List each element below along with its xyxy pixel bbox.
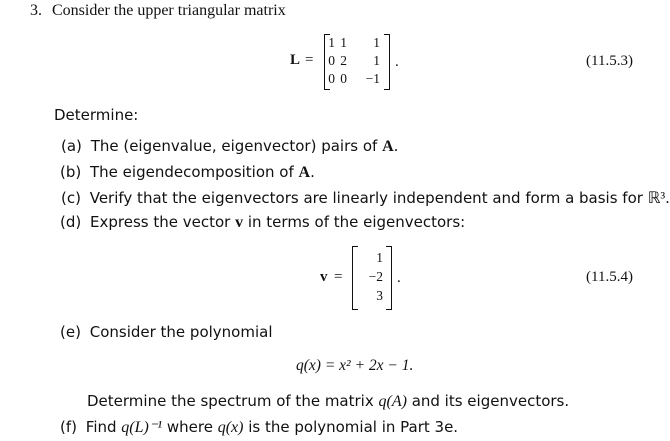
part-d-label: (d) (60, 213, 82, 231)
matrix-l-cell: −1 (365, 71, 380, 86)
spectrum-expr: q(A) (378, 393, 407, 410)
matrix-l-cell: 2 (340, 53, 347, 68)
vector-v-entry: −2 (368, 269, 383, 284)
matrix-l-cell: 0 (328, 71, 335, 86)
part-e-spectrum (87, 392, 569, 411)
part-f-mid: where (162, 418, 218, 436)
part-f-end: is the polynomial in Part 3e. (243, 418, 459, 436)
matrix-l-cell: 0 (328, 53, 335, 68)
equation-number-1: (11.5.3) (586, 53, 633, 69)
part-b-end: . (310, 163, 315, 181)
matrix-l-right-bracket (384, 34, 390, 90)
matrix-l-equation (0, 0, 661, 100)
vector-v-entry: 1 (376, 250, 383, 265)
part-a-text: The (eigenvalue, eigenvector) pairs of (90, 137, 383, 155)
vector-v-equals: = (334, 269, 343, 285)
part-d-text: Express the vector (90, 213, 236, 231)
part-c (61, 188, 670, 208)
part-c-r3: ℝ³ (647, 190, 666, 207)
matrix-l-label: L (290, 52, 301, 68)
part-a-label: (a) (61, 137, 82, 155)
part-b-text: The eigendecomposition of (90, 163, 299, 181)
matrix-l-cell: 1 (373, 35, 380, 50)
part-b-matrix: A (298, 164, 311, 181)
matrix-l-cell: 1 (328, 35, 335, 50)
equation-number-2: (11.5.4) (586, 269, 633, 285)
vector-v-right-bracket (386, 246, 392, 310)
vector-v-equation (0, 240, 661, 320)
part-f-expr2: q(x) (217, 419, 244, 436)
part-b-label: (b) (60, 163, 82, 181)
part-f-expr: q(L)⁻¹ (121, 419, 163, 436)
part-f (60, 417, 458, 437)
problem-intro: Consider the upper triangular matrix (52, 2, 286, 19)
matrix-l-cell: 1 (340, 35, 347, 50)
part-d-vector: v (235, 214, 244, 231)
matrix-l-equals: = (305, 52, 314, 68)
determine-label: Determine: (54, 106, 139, 124)
part-c-end: . (665, 189, 670, 207)
part-b (60, 163, 315, 182)
part-f-text: Find (85, 418, 122, 436)
part-a (61, 137, 398, 156)
matrix-l-cell: 1 (373, 53, 380, 68)
part-a-matrix: A (382, 138, 394, 155)
part-f-label: (f) (60, 418, 77, 436)
part-e (60, 323, 273, 341)
part-c-label: (c) (61, 189, 81, 207)
problem-number: 3. (30, 2, 42, 19)
vector-v-period: . (397, 270, 401, 286)
part-c-text: Verify that the eigenvectors are linearly independent and form a basis for (89, 189, 648, 207)
polynomial-equation: q(x) = x² + 2x − 1. (296, 357, 414, 374)
spectrum-text: Determine the spectrum of the matrix (87, 392, 379, 410)
part-e-text: Consider the polynomial (89, 323, 273, 341)
vector-v-label: v (320, 269, 328, 285)
spectrum-end: and its eigenvectors. (406, 392, 570, 410)
part-a-end: . (393, 137, 399, 155)
vector-v-left-bracket (352, 246, 358, 310)
part-d-end: in terms of the eigenvectors: (243, 213, 466, 231)
vector-v-entry: 3 (376, 288, 383, 303)
part-d (60, 213, 465, 232)
matrix-l-cell: 0 (340, 71, 347, 86)
matrix-l-period: . (395, 54, 399, 70)
part-e-label: (e) (60, 323, 81, 341)
